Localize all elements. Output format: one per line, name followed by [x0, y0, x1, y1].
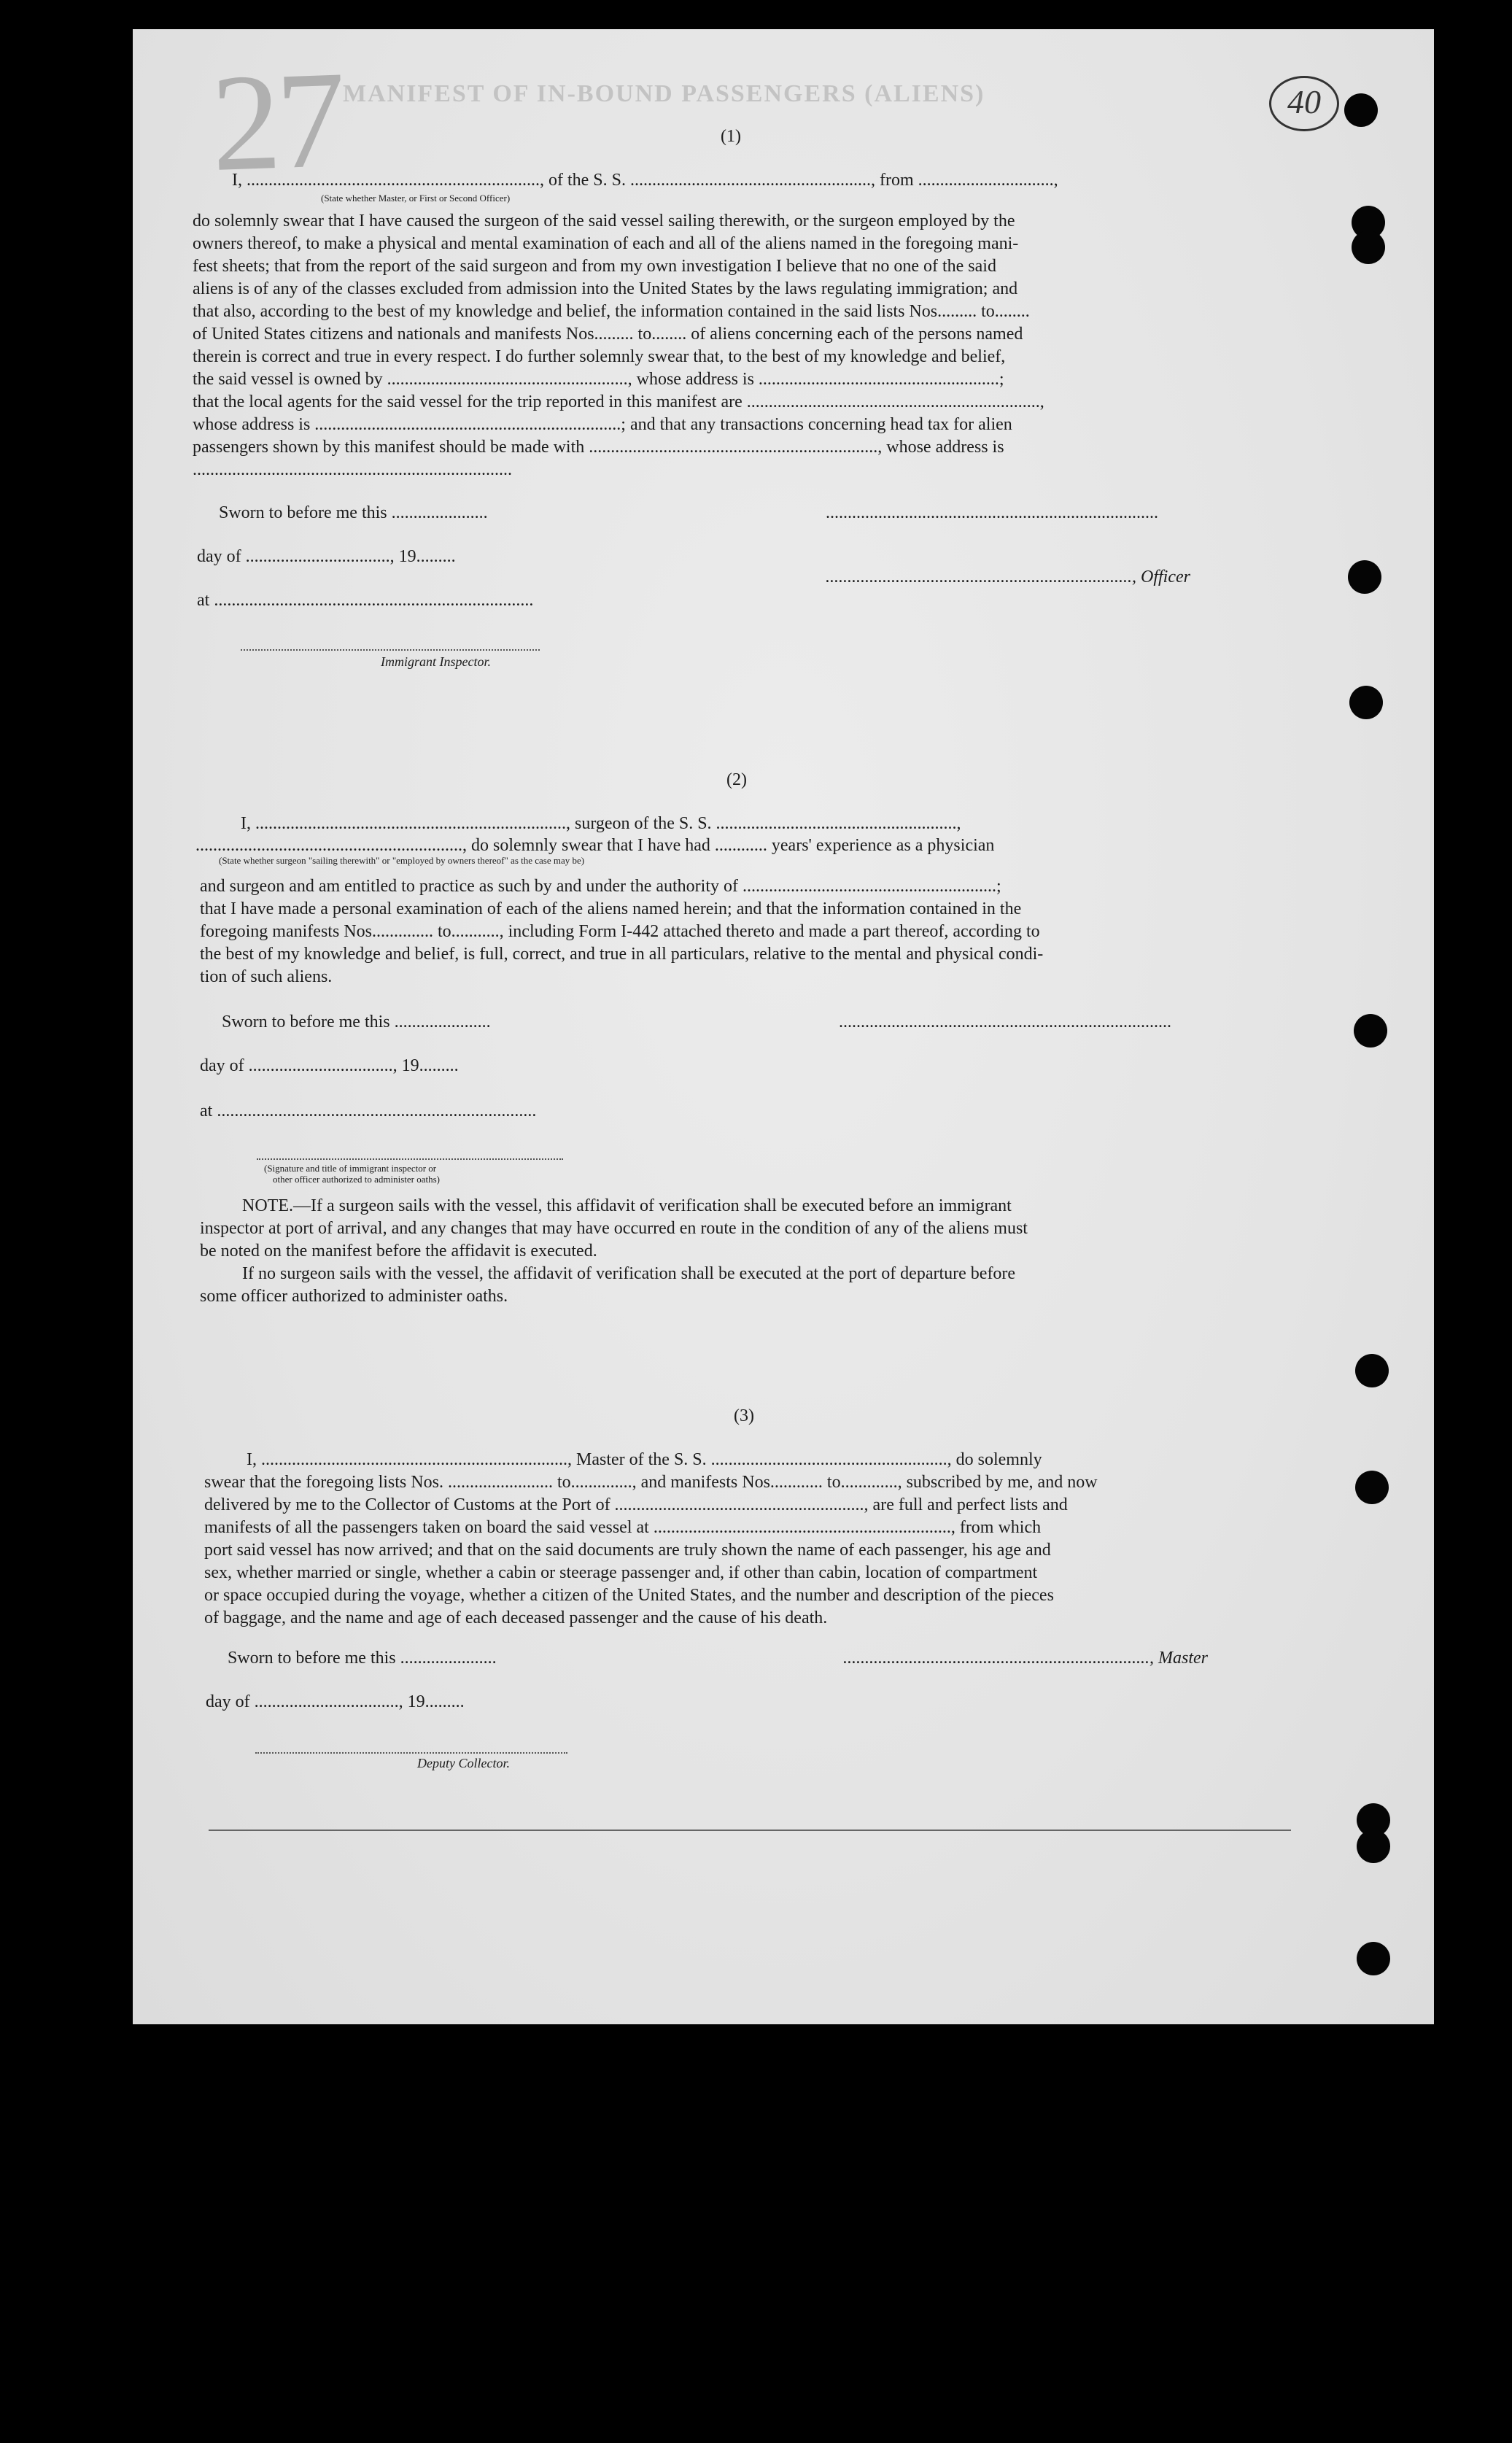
bottom-rule: [209, 1830, 1291, 1831]
body-line: that the local agents for the said vessel for the trip reported in this manifest are ...................................................................,: [193, 392, 1044, 411]
binder-hole: [1354, 1014, 1387, 1048]
section3-master-line: ......................................................................, Master: [843, 1649, 1208, 1668]
section2-body: [200, 875, 1294, 988]
note-text: —If a surgeon sails with the vessel, this affidavit of verification shall be executed before an immigrant: [292, 1196, 1012, 1215]
body-line: passengers shown by this manifest should be made with .................................................................., whose address is: [193, 438, 1004, 457]
section2-sig-note-2: other officer authorized to administer oaths): [273, 1174, 440, 1185]
binder-hole: [1357, 1830, 1390, 1863]
section1-heading: (1): [721, 127, 741, 146]
section1-inspector-label: Immigrant Inspector.: [381, 654, 491, 669]
body-line: that I have made a personal examination of each of the aliens named herein; and that the information contained in the: [200, 899, 1022, 918]
note-line: If no surgeon sails with the vessel, the affidavit of verification shall be executed at the port of departure before: [242, 1264, 1016, 1283]
stamped-page-number: 27: [209, 42, 344, 201]
body-line: I, ......................................................................, Master of the S. S. ......................................................, do solemnly: [247, 1450, 1042, 1469]
binder-hole: [1348, 560, 1381, 594]
section1-officer-line: ......................................................................, Officer: [826, 568, 1190, 586]
section1-signature-line: ............................................................................: [826, 503, 1158, 522]
section2-oath-line: I, ......................................................................., surgeon of the S. S. .......................................................,: [241, 814, 961, 833]
bleed-through-header: MANIFEST OF IN-BOUND PASSENGERS (ALIENS): [343, 80, 985, 107]
section3-sworn-line: Sworn to before me this ......................: [228, 1649, 497, 1668]
section1-at-line: at .........................................................................: [197, 591, 534, 610]
section2-note: [200, 1195, 1301, 1308]
binder-hole: [1344, 93, 1378, 127]
body-line: port said vessel has now arrived; and that on the said documents are truly shown the name of each passenger, his age and: [204, 1541, 1051, 1560]
section1-body: [193, 210, 1294, 481]
binder-hole: [1349, 686, 1383, 719]
section2-day-line: day of ................................., 19.........: [200, 1056, 459, 1075]
section3-day-line: day of ................................., 19.........: [206, 1692, 465, 1711]
section2-at-line: at .........................................................................: [200, 1102, 537, 1120]
section2-experience-line: ............................................................., do solemnly swear that I have had ............ years' experience as a physician: [195, 836, 995, 855]
body-line: and surgeon and am entitled to practice as such by and under the authority of ..........................................................;: [200, 877, 1001, 896]
body-line: owners thereof, to make a physical and mental examination of each and all of the aliens named in the foregoing mani-: [193, 234, 1019, 253]
section3-collector-sigline: [255, 1752, 567, 1754]
body-line: the best of my knowledge and belief, is full, correct, and true in all particulars, relative to the mental and physical condi-: [200, 945, 1044, 964]
section2-inspector-sigline: [257, 1158, 563, 1160]
binder-hole: [1355, 1471, 1389, 1504]
body-line: do solemnly swear that I have caused the surgeon of the said vessel sailing therewith, or the surgeon employed by the: [193, 212, 1015, 231]
body-line: sex, whether married or single, whether a cabin or steerage passenger and, if other than cabin, location of compartment: [204, 1563, 1038, 1582]
binder-hole: [1355, 1354, 1389, 1387]
body-line: whose address is ......................................................................; and that any transactions concerning head tax for alien: [193, 415, 1012, 434]
note-line: some officer authorized to administer oaths.: [200, 1287, 508, 1306]
body-line: foregoing manifests Nos.............. to..........., including Form I-442 attached thereto and made a part thereof, according to: [200, 922, 1040, 941]
section1-sworn-line: Sworn to before me this ......................: [219, 503, 488, 522]
binder-hole: [1357, 1942, 1390, 1975]
body-line: that also, according to the best of my knowledge and belief, the information contained in the said lists Nos......... to........: [193, 302, 1030, 321]
body-line: the said vessel is owned by ......................................................., whose address is .......................................................;: [193, 370, 1004, 389]
section1-officer-note: (State whether Master, or First or Second Officer): [321, 193, 511, 204]
body-line: delivered by me to the Collector of Customs at the Port of ........................................................., are full and perfect lists and: [204, 1495, 1068, 1514]
section1-inspector-sigline: [241, 649, 540, 651]
section3-collector-label: Deputy Collector.: [417, 1756, 510, 1770]
section2-surgeon-note: (State whether surgeon "sailing therewith" or "employed by owners thereof" as the case may be): [219, 855, 585, 866]
note-line: [200, 1195, 1301, 1217]
section3-heading: (3): [734, 1406, 754, 1425]
binder-hole: [1352, 231, 1385, 264]
body-line: fest sheets; that from the report of the said surgeon and from my own investigation I believe that no one of the said: [193, 257, 996, 276]
section2-signature-line: ............................................................................: [839, 1013, 1171, 1031]
body-line: aliens is of any of the classes excluded from admission into the United States by the laws regulating immigration; and: [193, 279, 1018, 298]
section1-day-line: day of ................................., 19.........: [197, 547, 456, 566]
note-line: be noted on the manifest before the affidavit is executed.: [200, 1242, 597, 1261]
note-heading: NOTE.: [242, 1196, 293, 1215]
body-line: of baggage, and the name and age of each deceased passenger and the cause of his death.: [204, 1608, 828, 1627]
body-line: .........................................................................: [193, 460, 512, 479]
body-line: or space occupied during the voyage, whether a citizen of the United States, and the number and description of the pieces: [204, 1586, 1054, 1605]
body-line: tion of such aliens.: [200, 967, 333, 986]
section2-sworn-line: Sworn to before me this ......................: [222, 1013, 491, 1031]
section2-heading: (2): [726, 770, 747, 789]
circled-sheet-number: 40: [1269, 76, 1339, 131]
body-line: manifests of all the passengers taken on board the said vessel at ...................................................................., from which: [204, 1518, 1042, 1537]
body-line: of United States citizens and nationals and manifests Nos......... to........ of aliens concerning each of the persons named: [193, 325, 1023, 344]
body-line: swear that the foregoing lists Nos. ........................ to.............., and manifests Nos............ to............., subscribed by me, and now: [204, 1473, 1098, 1492]
body-line: therein is correct and true in every respect. I do further solemnly swear that, to the best of my knowledge and belief,: [193, 347, 1006, 366]
section2-sig-note-1: (Signature and title of immigrant inspector or: [264, 1163, 437, 1174]
note-line: inspector at port of arrival, and any changes that may have occurred en route in the condition of any of the aliens must: [200, 1219, 1028, 1238]
section3-body: [204, 1449, 1298, 1630]
section1-oath-line: I, ..................................................................., of the S. S. ......................................................., from ...............................,: [232, 171, 1058, 190]
